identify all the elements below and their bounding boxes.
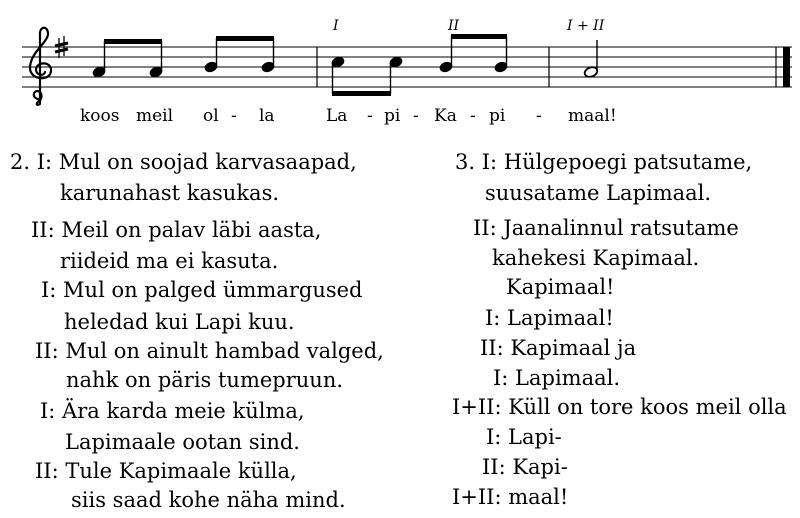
verse-line: 2. I: Mul on soojad karvasaapad, [10, 150, 357, 174]
lyric-syllable: Ka [434, 106, 457, 126]
verse-line: II: Kapimaal ja [480, 336, 637, 360]
voice-label-i: I [333, 18, 339, 34]
verse-line: I+II: Küll on tore koos meil olla [452, 395, 787, 419]
lyric-syllable: ol [203, 106, 219, 126]
verse-line: II: Tule Kapimaale külla, [35, 459, 297, 483]
verse-line: I: Lapi- [486, 425, 562, 449]
staff-lines [22, 47, 792, 87]
lyric-syllable: la [259, 106, 275, 126]
verse-line: siis saad kohe näha mind. [71, 488, 346, 512]
beamed-notes-m2a [331, 56, 403, 96]
verse-line: II: Meil on palav läbi aasta, [31, 218, 322, 242]
lyric-hyphen: - [470, 106, 476, 126]
verse-line: II: Mul on ainult hambad valged, [35, 339, 384, 363]
lyric-syllable: maal! [568, 106, 617, 126]
verse-line: suusatame Lapimaal. [485, 181, 712, 205]
verse-line: II: Kapi- [482, 455, 568, 479]
lyric-hyphen: - [413, 106, 419, 126]
verse-line: I: Lapimaal. [493, 366, 621, 390]
verse-line: heledad kui Lapi kuu. [64, 310, 295, 334]
verse-line: I: Ära karda meie külma, [40, 399, 305, 423]
verse-line: riideid ma ei kasuta. [60, 249, 279, 273]
verse-line: karunahast kasukas. [60, 181, 280, 205]
lyric-syllable: pi [384, 106, 401, 126]
beamed-notes-m1a [92, 39, 163, 78]
lyric-syllable: La [326, 106, 348, 126]
lyric-hyphen: - [536, 106, 542, 126]
voice-label-ii: II [448, 18, 460, 34]
lyric-hyphen: - [367, 106, 373, 126]
verse-line: kahekesi Kapimaal. [492, 246, 700, 270]
verse-line: Lapimaale ootan sind. [65, 430, 300, 454]
verse-line: I: Mul on palged ümmargused [41, 278, 363, 302]
verse-line: I: Lapimaal! [485, 306, 614, 330]
voice-label-i-ii: I + II [567, 18, 605, 34]
verse-line: nahk on päris tumepruun. [66, 368, 344, 392]
lyric-syllable: pi [489, 106, 506, 126]
treble-clef-icon [30, 28, 51, 105]
verse-line: II: Jaanalinnul ratsutame [473, 216, 739, 240]
verse-line: Kapimaal! [506, 275, 615, 299]
verse-line: I+II: maal! [452, 485, 569, 509]
half-note [583, 40, 598, 78]
verse-line: 3. I: Hülgepoegi patsutame, [455, 150, 753, 174]
beamed-notes-m1b [204, 36, 275, 73]
lyric-hyphen: - [231, 106, 237, 126]
lyric-syllable: meil [136, 106, 174, 126]
lyric-syllable: koos [80, 106, 120, 126]
verse-3 [0, 150, 800, 510]
